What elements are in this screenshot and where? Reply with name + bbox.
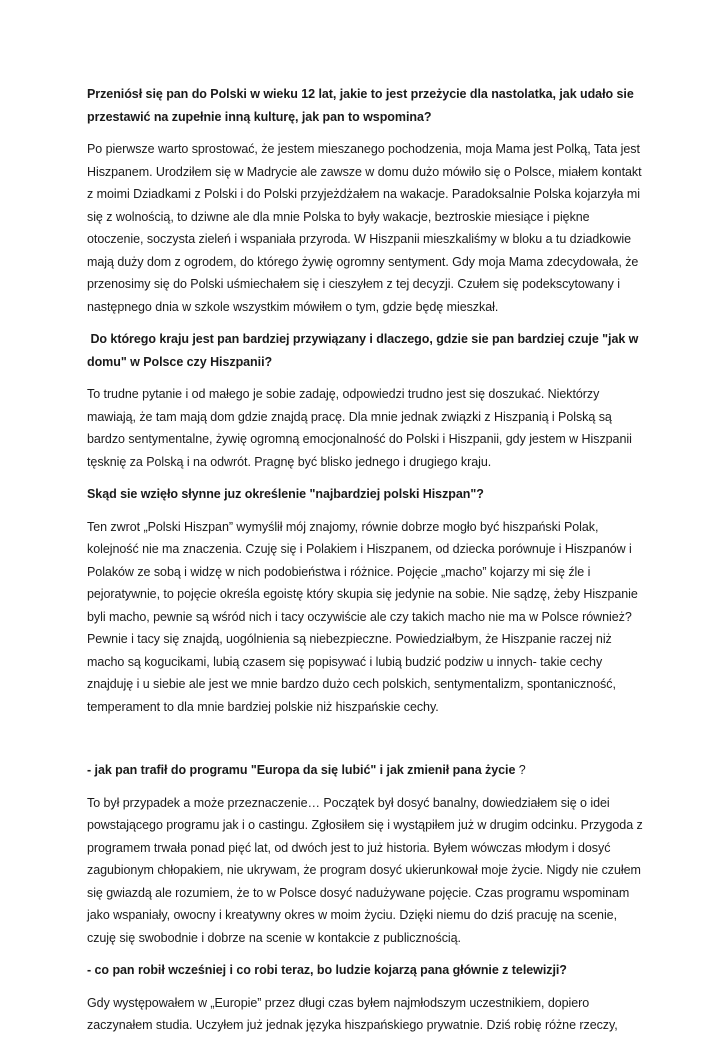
answer-1: Po pierwsze warto sprostować, że jestem mieszanego pochodzenia, moja Mama jest Polką, Tata jest Hiszpanem. Urodziłem się w Madrycie ale zawsze w domu dużo mówiło się o Polsce, miałem kontakt z moimi Dziadkami z Polski i do Polski przyjeżdżałem na wakacje. Paradoksalnie Polska kojarzyła mi się z wolnością, to dziwne ale dla mnie Polska to były wakacje, beztroskie miesiące i piękne otoczenie, soczysta zieleń i wspaniała przyroda. W Hiszpanii mieszkaliśmy w bloku a tu dziadkowie mają duży dom z ogrodem, do którego żywię ogromny sentyment. Gdy moja Mama zdecydowała, że przenosimy się do Polski uśmiechałem się i cieszyłem z tej decyzji. Czułem się podekscytowany i następnego dnia w szkole wszystkim mówiłem o tym, gdzie będę mieszkał.: [87, 142, 642, 314]
blank-line: [87, 728, 647, 759]
answer-3: Ten zwrot „Polski Hiszpan” wymyślił mój znajomy, równie dobrze mogło być hiszpański Polak, kolejność nie ma znaczenia. Czuję się i Polakiem i Hiszpanem, od dziecka porównuje i Hiszpanów i Polaków ze sobą i widzę w nich podobieństwa i różnice. Pojęcie „macho” kojarzy mi się źle i pejoratywnie, to pojęcie określa egoistę który skupia się jedynie na sobie. Nie sądzę, żeby Hiszpanie byli macho, pewnie są wśród nich i tacy oczywiście ale czy takich macho nie ma w Polsce również? Pewnie i tacy się znajdą, uogólnienia są niebezpieczne. Powiedziałbym, że Hiszpanie raczej niż macho są kogucikami, lubią czasem się popisywać i lubią budzić podziw u innych- takie cechy znajduję i u siebie ale jest we mnie bardzo dużo cech polskich, sentymentalizm, spontaniczność, temperament to dla mnie bardziej polskie niż hiszpańskie cechy.: [87, 519, 638, 714]
question-3: Skąd sie wzięło słynne juz określenie "najbardziej polski Hiszpan"?: [87, 487, 484, 501]
question-1: Przeniósł się pan do Polski w wieku 12 lat, jakie to jest przeżycie dla nastolatka, jak udało sie przestawić na zupełnie inną kulturę, jak pan to wspomina?: [87, 87, 634, 124]
question-4-suffix: ?: [515, 763, 526, 777]
question-4: [87, 759, 647, 782]
answer-2: To trudne pytanie i od małego je sobie zadaję, odpowiedzi trudno jest się doszukać. Niektórzy mawiają, że tam mają dom gdzie znajdą pracę. Dla mnie jednak związki z Hiszpanią i Polską są bardzo sentymentalne, żywię ogromną emocjonalność do Polski i Hiszpanii, gdy jestem w Hiszpanii tęsknię za Polską i na odwrót. Pragnę być blisko jednego i drugiego kraju.: [87, 387, 632, 469]
answer-5: Gdy występowałem w „Europie” przez długi czas byłem najmłodszym uczestnikiem, dopiero zaczynałem studia. Uczyłem już jednak języka hiszpańskiego prywatnie. Dziś robię różne rzeczy,: [87, 995, 618, 1032]
question-2: Do którego kraju jest pan bardziej przywiązany i dlaczego, gdzie sie pan bardziej czuje "jak w domu" w Polsce czy Hiszpanii?: [87, 332, 642, 369]
answer-4: To był przypadek a może przeznaczenie… Początek był dosyć banalny, dowiedziałem się o idei powstającego programu jak i o castingu. Zgłosiłem się i wystąpiłem już w drugim odcinku. Przygoda z programem trwała ponad pięć lat, od dwóch jest to już historia. Byłem wówczas młodym i dosyć zagubionym chłopakiem, nie ukrywam, że program dosyć ukierunkował moje życie. Nigdy nie czułem się gwiazdą ale rozumiem, że to w Polsce dosyć nadużywane pojęcie. Czas programu wspominam jako wspaniały, owocny i kreatywny okres w moim życiu. Dzięki niemu do dziś pracuję na scenie, czuję się swobodnie i dobrze na scenie w kontakcie z publicznością.: [87, 795, 643, 945]
question-5: - co pan robił wcześniej i co robi teraz, bo ludzie kojarzą pana głównie z telewizji?: [87, 963, 567, 977]
document-page: [87, 83, 647, 1047]
question-4-text: - jak pan trafił do programu "Europa da się lubić" i jak zmienił pana życie: [87, 763, 516, 777]
